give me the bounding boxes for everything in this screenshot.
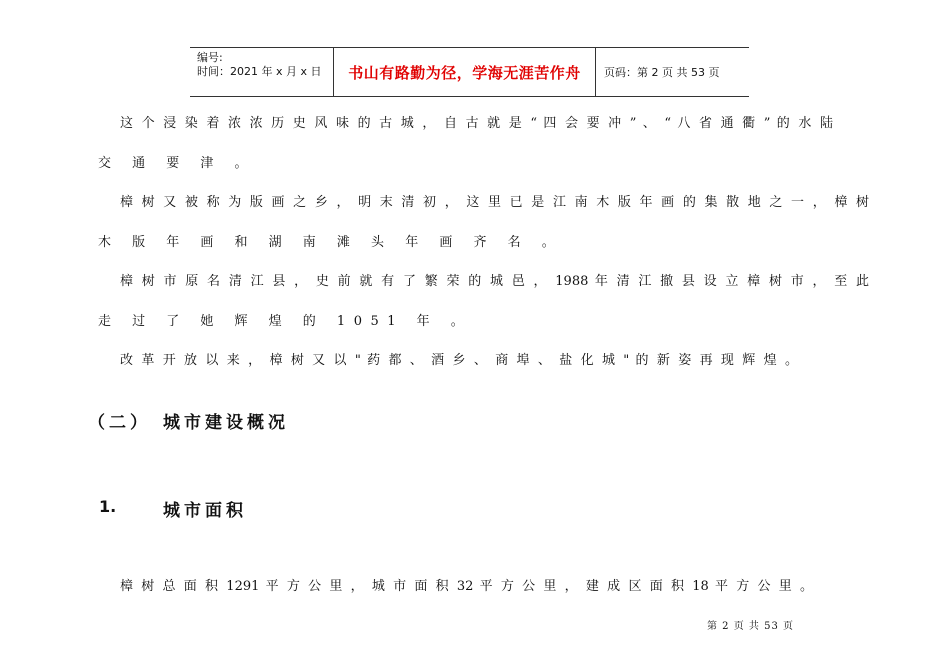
time-label: 时间：2021 年 x 月 x 日 [197, 65, 322, 78]
paragraph-2-line-2: 木 版 年 画 和 湖 南 滩 头 年 画 齐 名 。 [98, 235, 564, 250]
header-motto: 书山有路勤为径，学海无涯苦作舟 [333, 48, 596, 96]
header-page-code: 页码：第 2 页 共 53 页 [604, 66, 720, 79]
paragraph-2-line-1: 樟 树 又 被 称 为 版 画 之 乡 ， 明 末 清 初 ， 这 里 已 是 江 南 木 版 年 画 的 集 散 地 之 一 ， 樟 树 [120, 195, 869, 210]
number-label: 编号: [197, 51, 223, 64]
page-header [190, 47, 749, 97]
paragraph-1-line-2: 交 通 要 津 。 [98, 156, 257, 171]
subsection-title: 城市面积 [163, 501, 247, 521]
header-meta [190, 48, 333, 96]
paragraph-3-line-1: 樟 树 市 原 名 清 江 县 ， 史 前 就 有 了 繁 荣 的 城 邑 ， 1988 年 清 江 撤 县 设 立 樟 树 市 ， 至 此 [120, 274, 869, 289]
page-footer: 第 2 页 共 53 页 [707, 621, 794, 632]
paragraph-1-line-1: 这 个 浸 染 着 浓 浓 历 史 风 味 的 古 城 ， 自 古 就 是 “ 四 会 要 冲 ” 、 “ 八 省 通 衢 ” 的 水 陆 [120, 116, 833, 131]
area-paragraph: 樟 树 总 面 积 1291 平 方 公 里 ， 城 市 面 积 32 平 方 公 里 ， 建 成 区 面 积 18 平 方 公 里 。 [120, 579, 813, 594]
subsection-number: 1. [99, 497, 117, 516]
section-number: （二） [88, 413, 151, 433]
paragraph-4-line-1: 改 革 开 放 以 来 ， 樟 树 又 以 " 药 都 、 酒 乡 、 商 埠 、 盐 化 城 " 的 新 姿 再 现 辉 煌 。 [120, 353, 798, 368]
paragraph-3-line-2: 走 过 了 她 辉 煌 的 1051 年 。 [98, 314, 473, 329]
section-title: 城市建设概况 [163, 413, 289, 433]
